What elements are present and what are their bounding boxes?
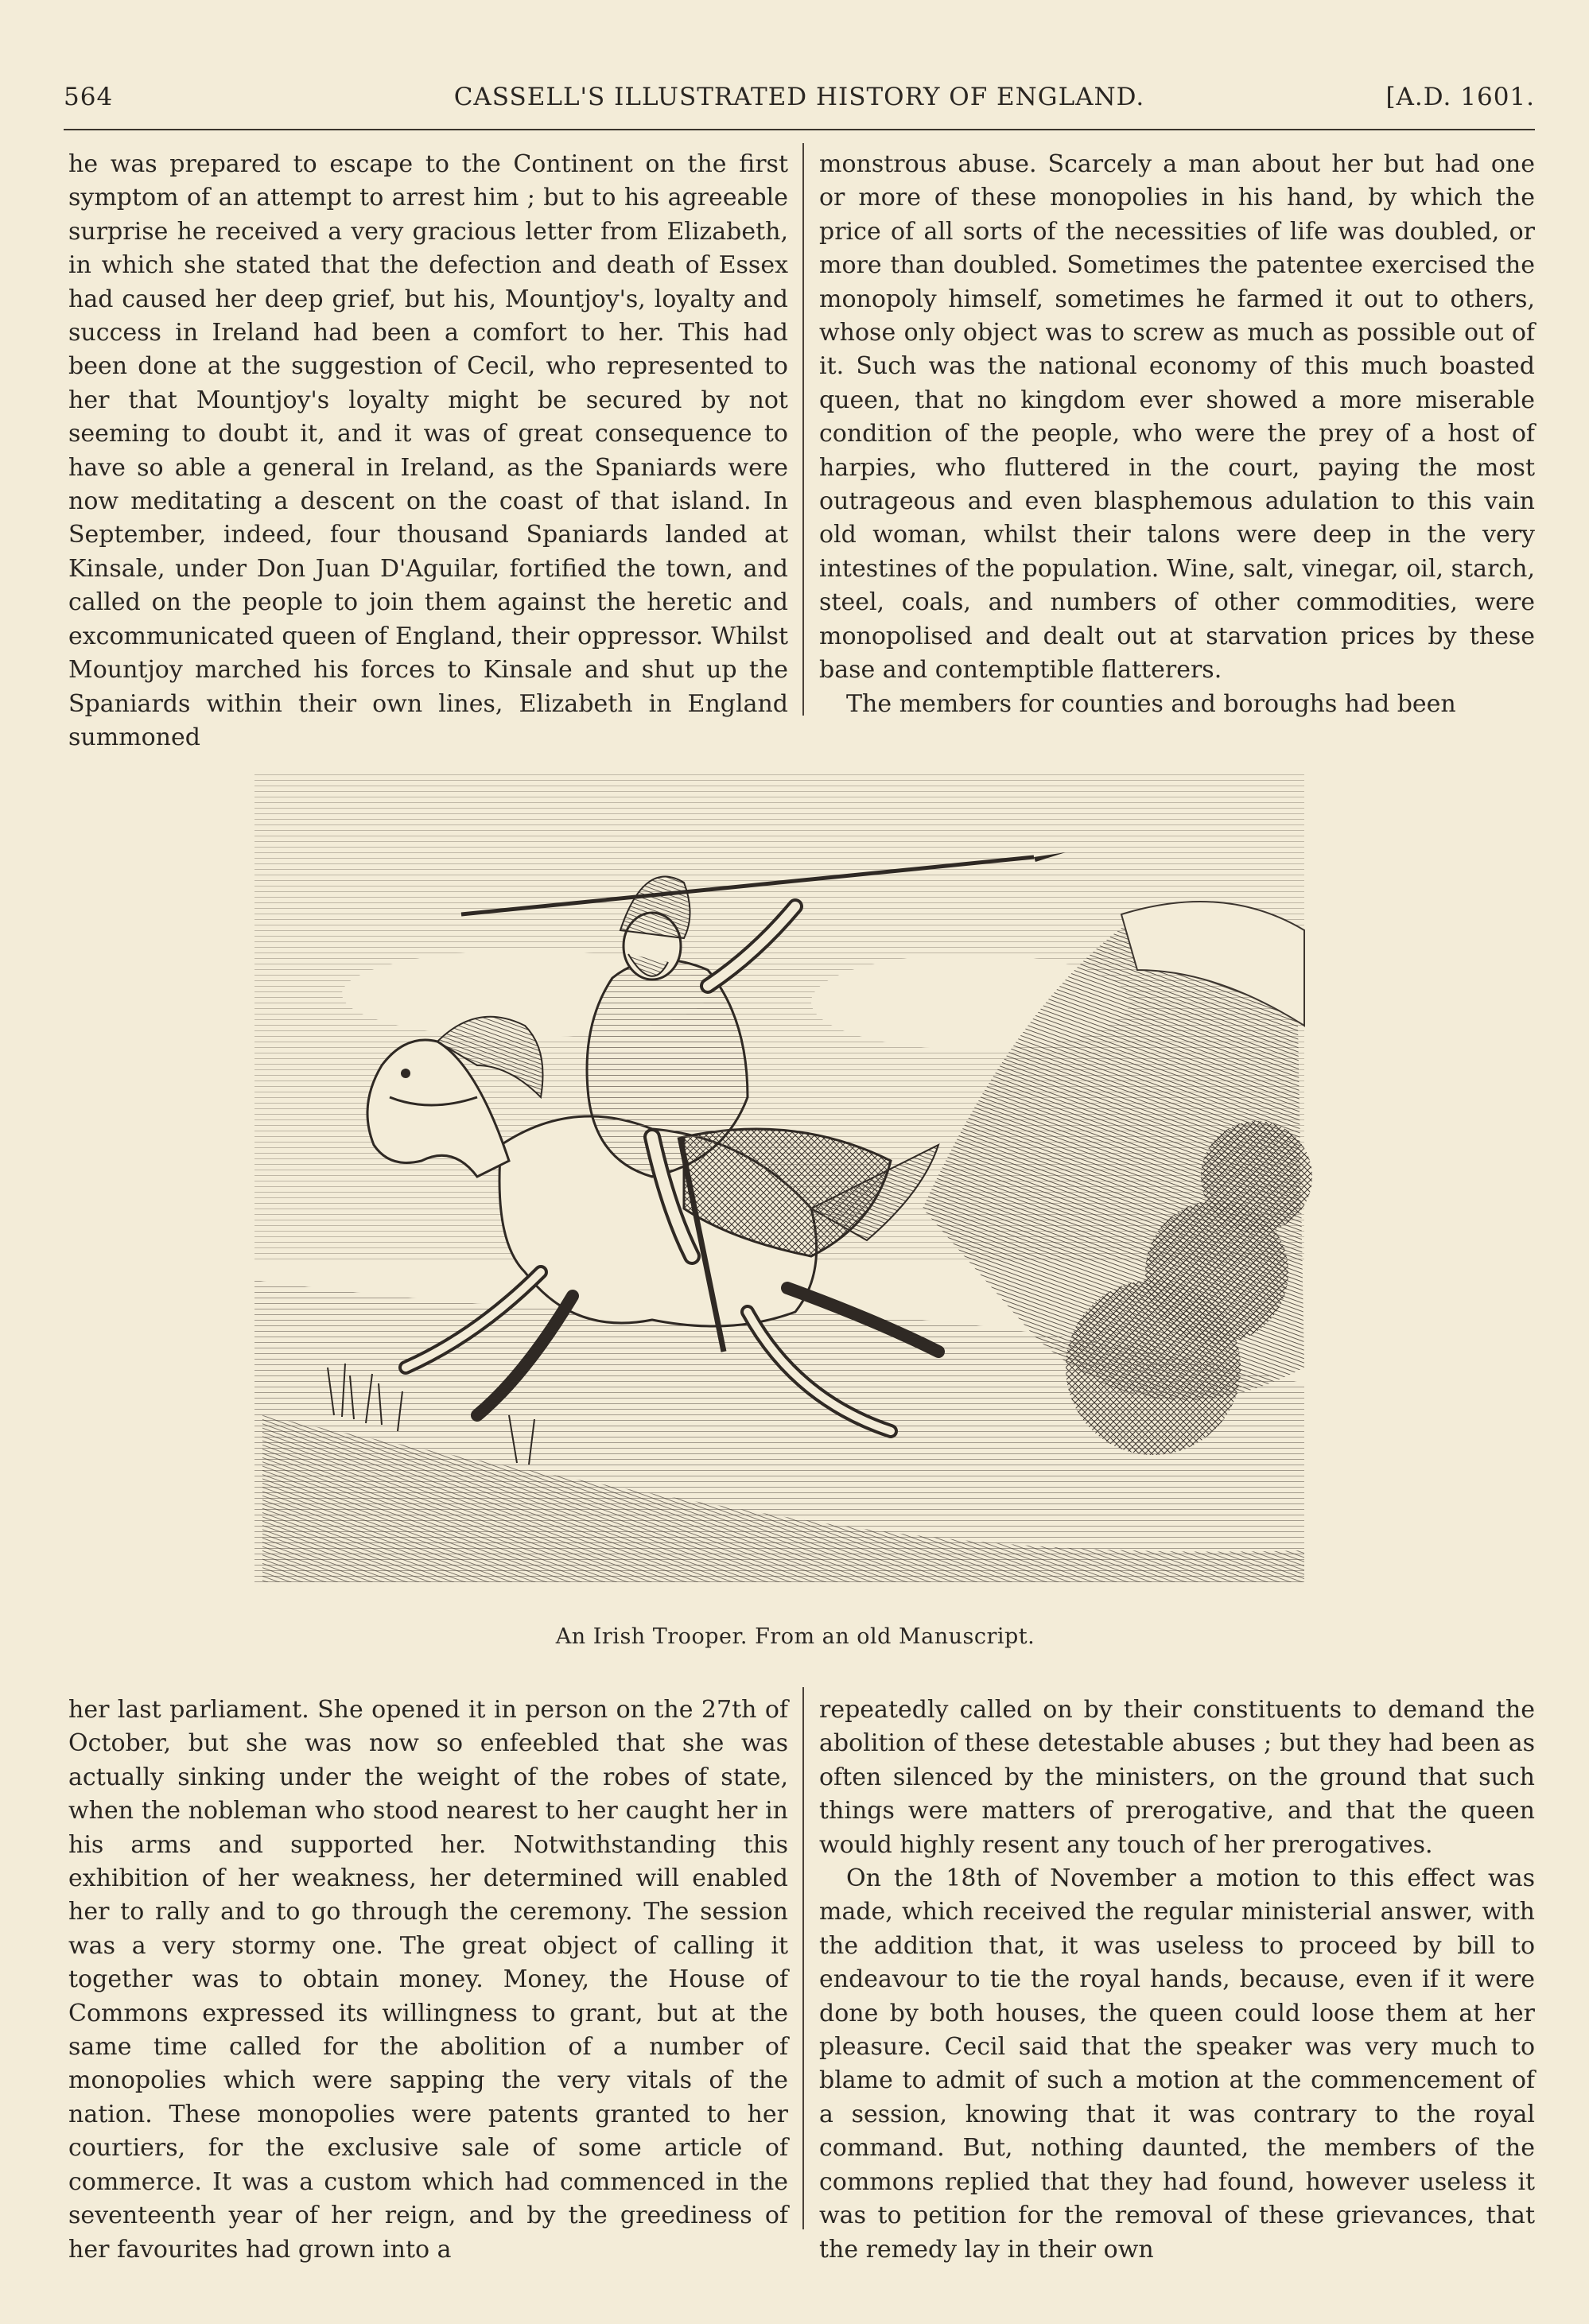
paragraph: The members for counties and boroughs had been (846, 689, 1456, 718)
column-divider (802, 1687, 804, 2229)
irish-trooper-engraving (239, 763, 1352, 1590)
page-number: 564 (64, 83, 114, 111)
paragraph: her last parliament. She opened it in person on the 27th of October, but she was now so enfeebled that she was actually sinking under the weight of the robes of state, when the nobleman who stood nearest to her caught her in his arms and supported her. Notwithstanding this exhibition of her weakness, her determined will enabled her to rally and to go through the ceremony. The session was a very stormy one. The great object of calling it together was to obtain money. Money, the House of Commons expressed its willingness to grant, but at the same time called for the abolition of a number of monopolies which were sapping the very vitals of the nation. These monopolies were patents granted to her courtiers, for the exclusive sale of some article of commerce. It was a custom which had commenced in the seventeenth year of her reign, and by the greediness of her favourites had grown into a (68, 1696, 788, 2264)
paragraph: monstrous abuse. Scarcely a man about her but had one or more of these monopolies in his hand, by which the price of all sorts of the necessities of life was doubled, or more than doubled. Sometimes the patentee exercised the monopoly himself, sometimes he farmed it out to others, whose only object was to screw as much as possible out of it. Such was the national economy of this much boasted queen, that no kingdom ever showed a more miserable condition of the people, who were the prey of a host of harpies, who fluttered in the court, paying the most outrageous and even blasphemous adulation to this vain old woman, whilst their talons were deep in the very intestines of the population. Wine, salt, vinegar, oil, starch, steel, coals, and numbers of other commodities, were monopolised and dealt out at starvation prices by these base and contemptible flatterers. (819, 150, 1535, 685)
running-head (64, 83, 1535, 127)
paragraph: On the 18th of November a motion to this effect was made, which received the regular ministerial answer, with the addition that, it was useless to proceed by bill to endeavour to tie the royal hands, because, even if it were done by both houses, the queen could loose them at her pleasure. Cecil said that the speaker was very much to blame to admit of such a motion at the commencement of a session, knowing that it was contrary to the royal command. But, nothing daunted, the members of the commons replied that they had found, however useless it was to petition for the removal of these grievances, that the remedy lay in their own (819, 1864, 1535, 2264)
paragraph: he was prepared to escape to the Continent on the first symptom of an attempt to arrest him ; but to his agreeable surprise he received a very gracious letter from Elizabeth, in which she stated that the defection and death of Essex had caused her deep grief, but his, Mountjoy's, loyalty and success in Ireland had been a comfort to her. This had been done at the suggestion of Cecil, who represented to her that Mountjoy's loyalty might be secured by not seeming to doubt it, and it was of great consequence to have so able a general in Ireland, as the Spaniards were now meditating a descent on the coast of that island. In September, indeed, four thousand Spaniards landed at Kinsale, under Don Juan D'Aguilar, fortified the town, and called on the people to join them against the heretic and excommunicated queen of England, their oppressor. Whilst Mountjoy marched his forces to Kinsale and shut up the Spaniards within their own lines, Elizabeth in England summoned (68, 150, 788, 751)
illustration-caption: An Irish Trooper. From an old Manuscript. (555, 1624, 1035, 1649)
date-marker: [A.D. 1601. (1385, 83, 1535, 111)
column-divider (802, 143, 804, 716)
paragraph: repeatedly called on by their constituents to demand the abolition of these detestable abuses ; but they had been as often silenced by the ministers, on the ground that such things were matters of prerogative, and that the queen would highly resent any touch of her prerogatives. (819, 1696, 1535, 1859)
left-column-top (68, 148, 788, 755)
left-column-bottom (68, 1694, 788, 2267)
book-title: CASSELL'S ILLUSTRATED HISTORY OF ENGLAND. (453, 83, 1145, 111)
right-column-top (819, 148, 1535, 721)
right-column-bottom (819, 1694, 1535, 2267)
header-rule (64, 129, 1535, 130)
